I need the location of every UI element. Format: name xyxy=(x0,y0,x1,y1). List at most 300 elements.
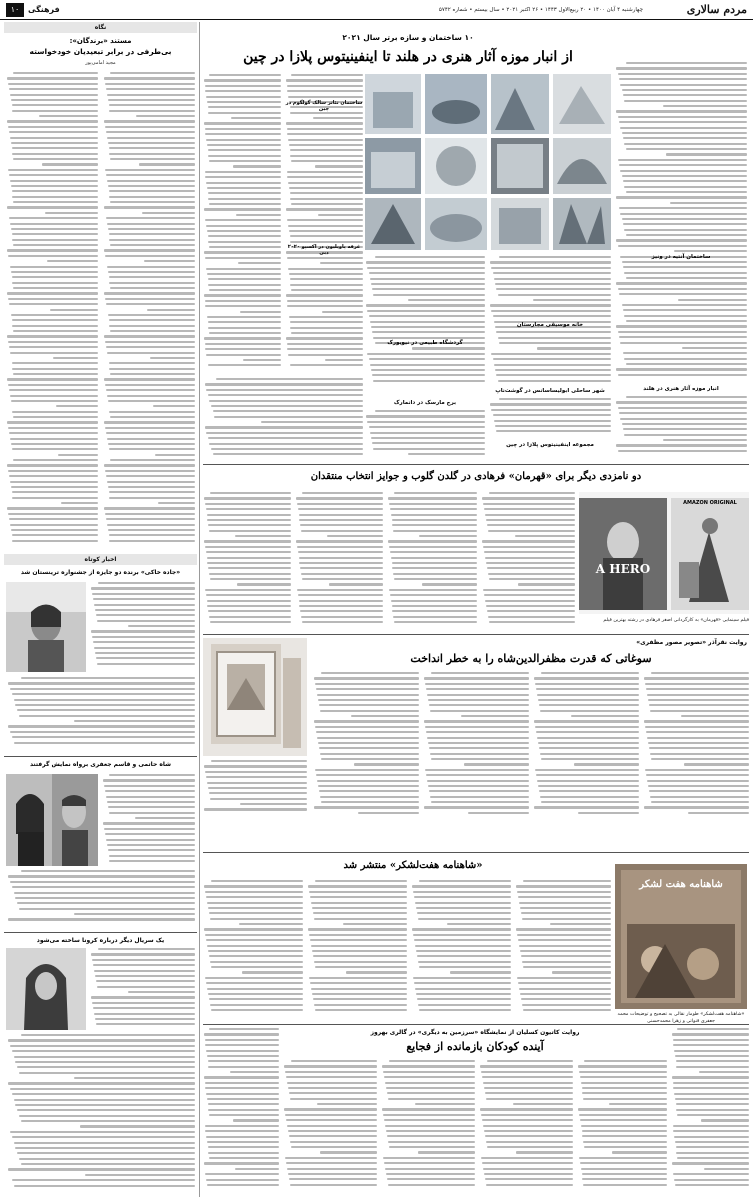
text-line xyxy=(106,796,195,798)
story1-rule xyxy=(203,464,749,465)
text-line xyxy=(287,1168,377,1170)
text-line xyxy=(388,497,477,499)
text-line xyxy=(92,959,195,961)
text-line xyxy=(538,742,639,744)
text-line xyxy=(12,362,98,364)
text-line xyxy=(108,529,195,531)
text-line xyxy=(619,207,747,209)
text-line xyxy=(480,1108,573,1110)
text-line xyxy=(674,1136,749,1138)
text-line xyxy=(677,1157,749,1159)
text-line xyxy=(207,316,281,318)
text-line xyxy=(288,1130,377,1132)
text-line xyxy=(9,475,98,477)
text-line xyxy=(110,244,195,246)
text-line xyxy=(105,126,195,128)
text-line xyxy=(623,266,747,268)
text-line xyxy=(209,289,281,291)
text-line xyxy=(7,378,98,380)
text-line xyxy=(516,928,611,930)
text-line xyxy=(412,928,511,930)
text-line xyxy=(582,1130,668,1132)
sidebar-rule-1 xyxy=(4,756,197,757)
text-line xyxy=(209,616,291,618)
text-line xyxy=(488,530,575,532)
text-line xyxy=(206,1050,279,1052)
text-line xyxy=(12,190,98,192)
text-line xyxy=(414,982,511,984)
story5-column-4 xyxy=(283,1060,377,1194)
text-line xyxy=(619,412,747,414)
text-line xyxy=(618,73,747,75)
text-line xyxy=(205,1044,279,1046)
text-line xyxy=(534,720,639,722)
text-line xyxy=(366,261,485,263)
text-line xyxy=(205,426,363,428)
text-line xyxy=(663,105,747,107)
book-cover-title: شاهنامه هفت لشکر xyxy=(639,879,723,890)
text-line xyxy=(534,677,639,679)
text-line xyxy=(209,203,281,205)
text-line xyxy=(616,282,747,284)
text-line xyxy=(12,239,98,241)
text-line xyxy=(285,1114,377,1116)
text-line xyxy=(92,1002,195,1004)
text-line xyxy=(518,982,611,984)
text-line xyxy=(9,88,98,90)
text-line xyxy=(392,610,477,612)
text-line xyxy=(53,357,98,359)
text-line xyxy=(431,672,529,674)
text-line xyxy=(15,1104,195,1106)
story2-column-4 xyxy=(203,492,291,628)
text-line xyxy=(206,896,303,898)
text-line xyxy=(290,364,363,366)
text-line xyxy=(206,389,363,391)
text-line xyxy=(205,219,281,221)
text-line xyxy=(205,934,303,936)
text-line xyxy=(317,1103,377,1105)
text-line xyxy=(581,1082,667,1084)
text-line xyxy=(11,314,98,316)
text-line xyxy=(14,1142,195,1144)
text-line xyxy=(205,503,291,505)
text-line xyxy=(516,885,611,887)
text-line xyxy=(204,337,281,339)
text-line xyxy=(315,769,419,771)
text-line xyxy=(8,83,98,85)
story1-column-bottom-right xyxy=(489,398,611,440)
text-line xyxy=(622,423,747,425)
text-line xyxy=(491,310,611,312)
text-line xyxy=(207,519,291,521)
text-line xyxy=(93,598,195,600)
text-line xyxy=(313,955,407,957)
story3-column-1 xyxy=(643,672,749,818)
story5-column-2 xyxy=(479,1060,573,1194)
text-line xyxy=(517,977,611,979)
text-line xyxy=(383,1071,475,1073)
story3-headline: سوغاتی که قدرت مظفرالدین‌شاه را به خطر انداخت xyxy=(410,652,652,665)
text-line xyxy=(521,955,611,957)
text-line xyxy=(623,309,747,311)
text-line xyxy=(389,1146,475,1148)
text-line xyxy=(485,1178,573,1180)
text-line xyxy=(315,726,419,728)
text-line xyxy=(495,425,611,427)
text-line xyxy=(382,1065,475,1067)
text-line xyxy=(488,616,575,618)
news3-title: یک سریال دیگر درباره کرونا ساخته می‌شود xyxy=(36,937,165,944)
text-line xyxy=(144,260,195,262)
text-line xyxy=(301,530,383,532)
text-line xyxy=(489,492,575,494)
text-line xyxy=(676,1060,749,1062)
text-line xyxy=(12,153,98,155)
text-line xyxy=(290,155,363,157)
text-line xyxy=(650,796,749,798)
text-line xyxy=(517,934,611,936)
text-line xyxy=(15,1061,195,1063)
text-line xyxy=(210,621,291,623)
text-line xyxy=(12,147,98,149)
text-line xyxy=(367,267,485,269)
text-line xyxy=(320,796,419,798)
text-line xyxy=(91,953,195,955)
text-line xyxy=(308,928,407,930)
text-line xyxy=(206,776,307,778)
text-line xyxy=(650,710,749,712)
text-line xyxy=(581,1168,667,1170)
text-line xyxy=(384,1076,475,1078)
text-line xyxy=(204,540,291,542)
text-line xyxy=(624,229,747,231)
text-line xyxy=(616,325,747,327)
text-line xyxy=(490,403,611,405)
text-line xyxy=(7,206,98,208)
text-line xyxy=(318,785,419,787)
text-line xyxy=(521,912,611,914)
text-line xyxy=(314,720,419,722)
text-line xyxy=(107,352,195,354)
text-line xyxy=(208,198,281,200)
text-line xyxy=(389,546,477,548)
text-line xyxy=(208,437,363,439)
news2-photo xyxy=(6,774,98,866)
text-line xyxy=(239,923,303,925)
text-line xyxy=(317,737,419,739)
text-line xyxy=(12,110,98,112)
text-line xyxy=(109,855,195,857)
text-line xyxy=(312,907,407,909)
text-line xyxy=(287,176,363,178)
text-line xyxy=(206,96,281,98)
text-line xyxy=(464,763,529,765)
text-line xyxy=(107,94,195,96)
text-line xyxy=(289,1178,377,1180)
news3-photo xyxy=(6,948,86,1030)
text-line xyxy=(538,699,639,701)
text-line xyxy=(147,309,195,311)
text-line xyxy=(207,600,291,602)
text-line xyxy=(288,182,363,184)
text-line xyxy=(315,1009,407,1011)
text-line xyxy=(106,174,195,176)
text-line xyxy=(204,765,307,767)
text-line xyxy=(386,1130,475,1132)
text-line xyxy=(109,812,195,814)
text-line xyxy=(493,414,611,416)
text-line xyxy=(415,988,511,990)
story1-photo-grid xyxy=(365,74,611,250)
text-line xyxy=(206,354,281,356)
text-line xyxy=(699,1071,749,1073)
text-line xyxy=(487,610,575,612)
text-line xyxy=(390,551,477,553)
text-line xyxy=(96,657,195,659)
text-line xyxy=(211,448,363,450)
text-line xyxy=(91,630,195,632)
text-line xyxy=(207,605,291,607)
text-line xyxy=(518,939,611,941)
text-line xyxy=(413,934,511,936)
text-line xyxy=(21,870,195,872)
text-line xyxy=(290,1141,377,1143)
text-line xyxy=(205,383,363,385)
text-line xyxy=(461,715,529,717)
text-line xyxy=(618,245,747,247)
text-line xyxy=(9,174,98,176)
text-line xyxy=(582,1178,667,1180)
text-line xyxy=(394,492,477,494)
text-line xyxy=(205,1130,279,1132)
text-line xyxy=(673,1087,749,1089)
text-line xyxy=(14,892,195,894)
text-line xyxy=(318,742,419,744)
text-line xyxy=(673,1130,749,1132)
text-line xyxy=(10,94,98,96)
text-line xyxy=(209,792,307,794)
text-line xyxy=(103,779,195,781)
text-line xyxy=(496,374,611,376)
text-line xyxy=(383,1114,475,1116)
text-line xyxy=(233,1119,279,1121)
text-line xyxy=(209,573,291,575)
text-line xyxy=(483,1168,573,1170)
text-line xyxy=(540,710,639,712)
text-line xyxy=(310,939,407,941)
text-line xyxy=(583,1141,667,1143)
text-line xyxy=(14,1056,195,1058)
text-line xyxy=(109,319,195,321)
text-line xyxy=(499,398,611,400)
text-line xyxy=(620,418,747,420)
text-line xyxy=(231,117,281,119)
text-line xyxy=(580,1076,667,1078)
text-line xyxy=(109,497,195,499)
text-line xyxy=(204,294,281,296)
text-line xyxy=(235,535,291,537)
text-line xyxy=(425,726,529,728)
text-line xyxy=(21,1163,195,1165)
text-line xyxy=(387,1092,475,1094)
text-line xyxy=(109,491,195,493)
text-line xyxy=(329,583,383,585)
text-line xyxy=(13,72,98,74)
text-line xyxy=(427,694,529,696)
text-line xyxy=(105,470,195,472)
text-line xyxy=(579,1114,667,1116)
text-line xyxy=(316,774,419,776)
text-line xyxy=(108,228,195,230)
text-line xyxy=(21,1120,195,1122)
text-line xyxy=(619,121,747,123)
text-line xyxy=(12,886,195,888)
text-line xyxy=(208,524,291,526)
text-line xyxy=(383,1157,475,1159)
text-line xyxy=(12,319,98,321)
text-line xyxy=(105,255,195,257)
text-line xyxy=(390,508,477,510)
text-line xyxy=(675,1184,749,1186)
text-line xyxy=(536,688,639,690)
text-line xyxy=(104,206,195,208)
text-line xyxy=(206,939,303,941)
text-line xyxy=(235,1168,279,1170)
story5-column-left xyxy=(203,1028,279,1194)
text-line xyxy=(153,405,195,407)
news1-text xyxy=(6,677,195,752)
text-line xyxy=(12,233,98,235)
text-line xyxy=(8,341,98,343)
text-line xyxy=(206,432,363,434)
text-line xyxy=(108,142,195,144)
text-line xyxy=(535,683,639,685)
text-line xyxy=(9,346,98,348)
text-line xyxy=(626,62,747,64)
text-line xyxy=(583,1184,667,1186)
text-line xyxy=(676,1152,749,1154)
text-line xyxy=(286,294,363,296)
text-line xyxy=(622,261,747,263)
text-line xyxy=(107,481,195,483)
text-line xyxy=(624,315,747,317)
text-line xyxy=(109,860,195,862)
story4-caption: «شاهنامه هفت‌لشکر» طومار نقالی به تصحیح و توضیحات محمد جعفری قنواتی و زهرا محمدحسنی xyxy=(617,1012,745,1024)
text-line xyxy=(8,513,98,515)
text-line xyxy=(208,907,303,909)
text-line xyxy=(523,880,611,882)
text-line xyxy=(487,567,575,569)
text-line xyxy=(489,621,575,623)
text-line xyxy=(480,1065,573,1067)
text-line xyxy=(106,389,195,391)
text-line xyxy=(105,169,195,171)
text-line xyxy=(373,294,485,296)
text-line xyxy=(109,774,195,776)
text-line xyxy=(85,1174,195,1176)
story2-poster xyxy=(579,492,749,614)
text-line xyxy=(10,180,98,182)
text-line xyxy=(321,801,419,803)
text-line xyxy=(418,918,511,920)
text-line xyxy=(624,100,747,102)
text-line xyxy=(204,497,291,499)
text-line xyxy=(302,492,383,494)
text-line xyxy=(12,196,98,198)
text-line xyxy=(104,421,195,423)
text-line xyxy=(208,241,281,243)
text-line xyxy=(289,1135,377,1137)
text-line xyxy=(316,731,419,733)
text-line xyxy=(206,1136,279,1138)
text-line xyxy=(429,747,529,749)
text-line xyxy=(206,1179,279,1181)
text-line xyxy=(242,971,303,973)
text-line xyxy=(287,90,363,92)
story1-column-3 xyxy=(285,74,363,374)
text-line xyxy=(417,955,511,957)
text-line xyxy=(95,975,195,977)
text-line xyxy=(108,849,195,851)
text-line xyxy=(10,1045,195,1047)
text-line xyxy=(485,600,575,602)
story2-column-1 xyxy=(481,492,575,628)
text-line xyxy=(12,491,98,493)
text-line xyxy=(14,742,195,744)
text-line xyxy=(13,287,98,289)
text-line xyxy=(297,589,383,591)
text-line xyxy=(108,400,195,402)
text-line xyxy=(351,715,419,717)
text-line xyxy=(240,311,281,313)
text-line xyxy=(322,311,363,313)
text-line xyxy=(8,126,98,128)
text-line xyxy=(315,880,407,882)
text-line xyxy=(289,1092,377,1094)
text-line xyxy=(108,314,195,316)
text-line xyxy=(8,1082,195,1084)
text-line xyxy=(13,330,98,332)
text-line xyxy=(622,175,747,177)
text-line xyxy=(12,693,195,695)
text-line xyxy=(9,217,98,219)
text-line xyxy=(367,353,485,355)
child-portrait-image xyxy=(6,582,86,672)
text-line xyxy=(314,918,407,920)
text-line xyxy=(515,535,575,537)
sidebar-column-left xyxy=(6,72,98,552)
text-line xyxy=(208,787,307,789)
text-line xyxy=(297,546,383,548)
news1-text-aside xyxy=(90,582,195,672)
text-line xyxy=(206,508,291,510)
text-line xyxy=(8,1039,195,1041)
text-line xyxy=(298,508,383,510)
text-line xyxy=(618,450,747,452)
text-line xyxy=(675,1141,749,1143)
text-line xyxy=(626,191,747,193)
text-line xyxy=(104,378,195,380)
text-line xyxy=(539,747,639,749)
painting-exhibit-image xyxy=(203,638,307,756)
text-line xyxy=(208,284,281,286)
news1-photo xyxy=(6,582,86,672)
text-line xyxy=(648,699,749,701)
text-line xyxy=(485,557,575,559)
text-line xyxy=(626,277,747,279)
text-line xyxy=(618,374,747,376)
